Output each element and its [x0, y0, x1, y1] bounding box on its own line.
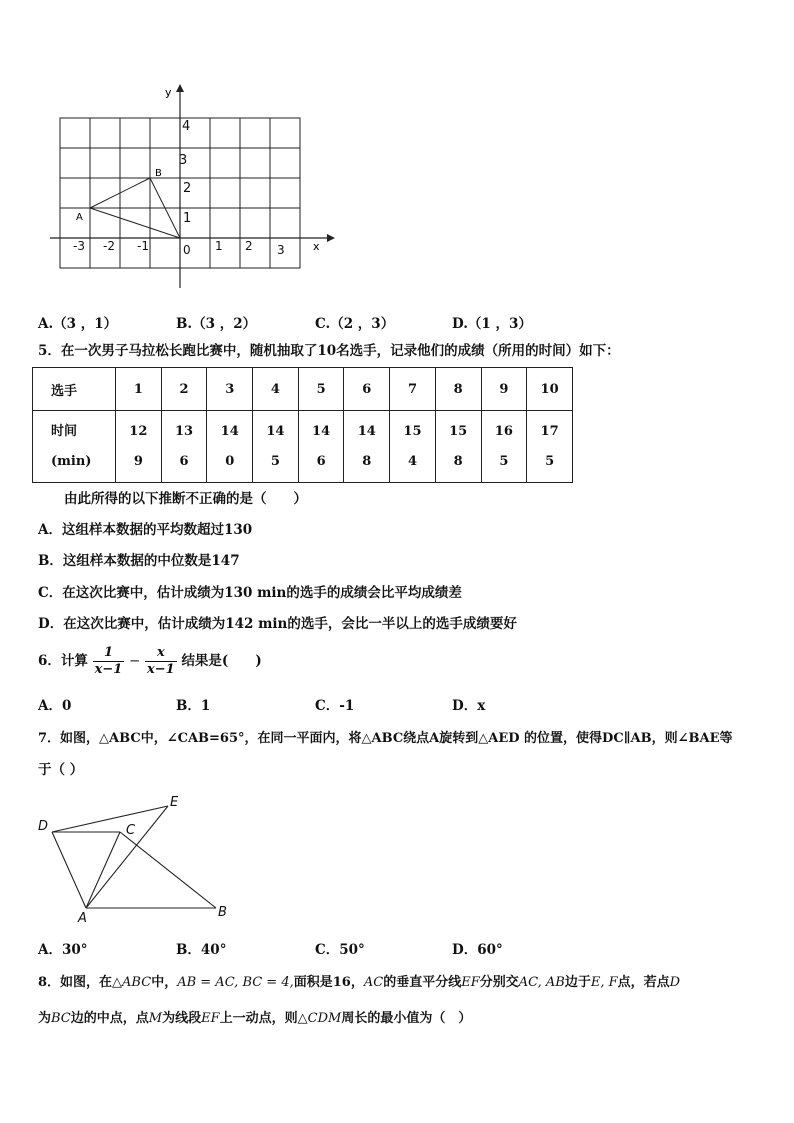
table-cell: 15 8: [435, 411, 481, 483]
fraction-1-numerator: 1: [93, 645, 125, 662]
table-cell: 3: [207, 368, 253, 411]
fraction-2-numerator: x: [145, 645, 177, 662]
table-cell: 17 5: [527, 411, 573, 483]
table-row: [33, 368, 573, 411]
q7-stem-line-1: 7．如图，△ABC中，∠CAB=65°，在同一平面内，将△ABC绕点A旋转到△AED 的位置，使得DC∥AB，则∠BAE等: [38, 731, 733, 746]
q5-prompt: 由此所得的以下推断不正确的是（ ）: [64, 491, 307, 507]
q8-stem-line-1: 8．如图，在△ABC中，AB = AC, BC = 4,面积是16，AC的垂直平分线EF分别交AC, AB边于E, F点，若点D: [38, 975, 681, 990]
q6-prefix: 6．计算: [38, 653, 88, 669]
table-cell: 1: [116, 368, 162, 411]
x-tick-label: 0: [183, 243, 191, 257]
table-cell: 14 8: [344, 411, 390, 483]
q6-option-d[interactable]: D．x: [452, 698, 486, 714]
label-e: E: [170, 795, 179, 810]
table-row: [33, 411, 573, 483]
q5-stem: 5．在一次男子马拉松长跑比赛中，随机抽取了10名选手，记录他们的成绩（所用的时间）如下：: [38, 343, 620, 359]
q5-option-c[interactable]: C．在这次比赛中，估计成绩为130 min的选手的成绩会比平均成绩差: [38, 585, 462, 601]
row-label-time: [33, 411, 116, 483]
table-cell: 7: [390, 368, 436, 411]
y-axis-label: y: [165, 86, 172, 99]
option-d[interactable]: D.（1 ，3）: [452, 316, 532, 332]
fraction-1-denominator: x−1: [94, 662, 123, 677]
coordinate-grid-figure: [45, 82, 345, 292]
label-d: D: [38, 819, 49, 834]
option-b[interactable]: B.（3 ，2）: [176, 316, 257, 332]
q7-option-a[interactable]: A．30°: [38, 942, 88, 958]
y-tick-label: 2: [183, 181, 192, 196]
q6-stem: [38, 642, 262, 680]
option-a[interactable]: A.（3 ，1）: [38, 316, 118, 332]
rotation-triangle-figure: [30, 792, 240, 924]
x-tick-label: 1: [215, 239, 223, 253]
x-tick-labels: [73, 239, 285, 257]
q7-option-b[interactable]: B．40°: [176, 942, 227, 958]
table-cell: 15 4: [390, 411, 436, 483]
x-tick-label: -3: [73, 239, 85, 253]
label-b: B: [218, 905, 227, 920]
point-a-label: A: [76, 212, 83, 223]
y-tick-label: 4: [182, 119, 191, 134]
fraction-2: [145, 645, 177, 678]
x-axis-label: x: [313, 240, 320, 253]
q6-option-b[interactable]: B．1: [176, 698, 211, 714]
label-a: A: [78, 911, 87, 924]
table-cell: 5: [298, 368, 344, 411]
time-unit-label: (min): [51, 453, 92, 469]
table-cell: 14 6: [298, 411, 344, 483]
table-cell: 4: [253, 368, 299, 411]
y-axis-arrow: [176, 84, 184, 92]
marathon-table: [32, 367, 573, 483]
table-cell: 13 6: [161, 411, 207, 483]
y-tick-label: 1: [183, 211, 192, 226]
table-cell: 8: [435, 368, 481, 411]
table-cell: 9: [481, 368, 527, 411]
table-cell: 16 5: [481, 411, 527, 483]
table-cell: 2: [161, 368, 207, 411]
y-tick-label: 3: [179, 153, 188, 168]
table-cell: 10: [527, 368, 573, 411]
minus-sign: −: [129, 653, 141, 669]
fraction-1: [93, 645, 125, 678]
q7-option-c[interactable]: C．50°: [315, 942, 365, 958]
option-c[interactable]: C.（2 ，3）: [315, 316, 395, 332]
x-axis-arrow: [327, 234, 335, 242]
table-cell: 14 0: [207, 411, 253, 483]
row-label-player: 选手: [33, 368, 116, 411]
x-tick-label: -1: [137, 239, 149, 253]
point-b-label: B: [155, 168, 162, 179]
q6-suffix: 结果是( ): [181, 653, 262, 669]
q7-option-d[interactable]: D．60°: [452, 942, 503, 958]
x-tick-label: 3: [277, 243, 285, 257]
fraction-2-denominator: x−1: [147, 662, 175, 677]
y-tick-labels: [179, 119, 191, 226]
time-label: 时间: [51, 423, 78, 439]
q5-option-a[interactable]: A．这组样本数据的平均数超过130: [38, 522, 253, 538]
q8-stem-line-2: 为BC边的中点，点M为线段EF上一动点，则△CDM周长的最小值为（ ）: [38, 1011, 472, 1026]
q5-option-b[interactable]: B．这组样本数据的中位数是147: [38, 553, 240, 569]
x-tick-label: 2: [245, 239, 253, 253]
q6-option-c[interactable]: C．-1: [315, 698, 355, 714]
q5-option-d[interactable]: D．在这次比赛中，估计成绩为142 min的选手，会比一半以上的选手成绩要好: [38, 616, 517, 632]
table-cell: 12 9: [116, 411, 162, 483]
q7-stem-line-2: 于（ ）: [38, 762, 84, 778]
q6-option-a[interactable]: A．0: [38, 698, 72, 714]
label-c: C: [126, 823, 136, 838]
table-cell: 6: [344, 368, 390, 411]
x-tick-label: -2: [103, 239, 115, 253]
table-cell: 14 5: [253, 411, 299, 483]
